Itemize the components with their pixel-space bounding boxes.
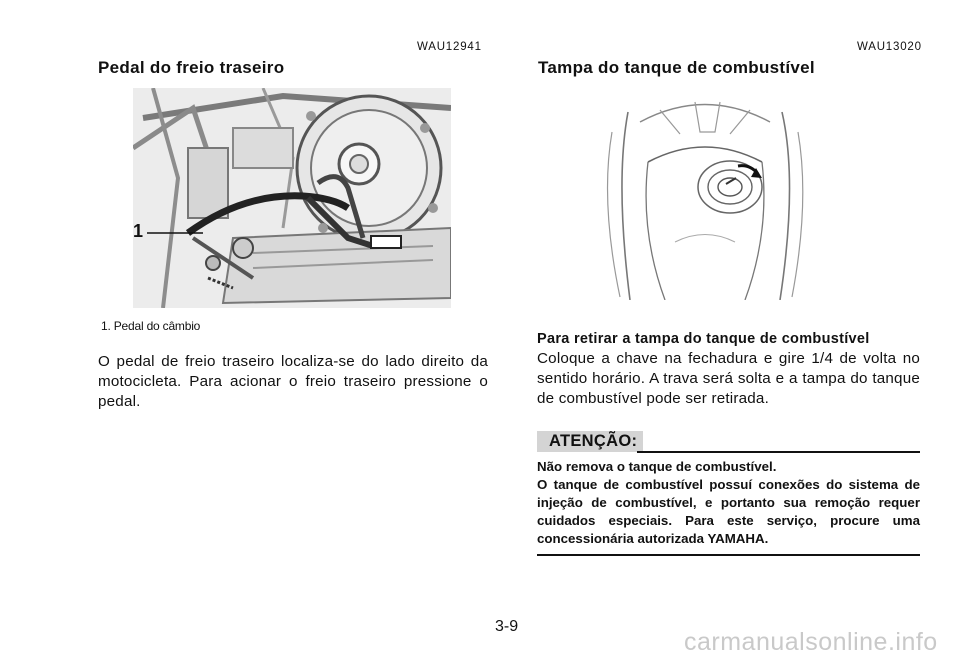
warning-top-rule: [637, 451, 920, 453]
fuel-cap-subheading: Para retirar a tampa do tanque de combustível: [537, 331, 870, 347]
section-code-right: WAU13020: [857, 41, 922, 53]
warning-label: ATENÇÃO:: [537, 431, 643, 452]
brake-pedal-figure: [133, 88, 451, 308]
section-code-left: WAU12941: [417, 41, 482, 53]
fuel-tank-figure: [600, 92, 810, 300]
fuel-cap-instructions: Coloque a chave na fechadura e gire 1/4 de volta no sentido horário. A trava será solta e a tampa do tanque de combustível pode ser retirada.: [537, 350, 920, 407]
warning-body: O tanque de combustível possuí conexões do sistema de injeção de combustível, e portanto sua remoção requer cuidados especiais. Para este serviço, procure uma concessionária autorizada YAMAHA.: [537, 477, 920, 546]
brake-pedal-description: O pedal de freio traseiro localiza-se do lado direito da motocicleta. Para acionar o freio traseiro pressione o pedal.: [98, 353, 488, 410]
page-number: 3-9: [495, 618, 519, 635]
section-title-brake-pedal: Pedal do freio traseiro: [98, 58, 285, 77]
engine-pedal-illustration: [133, 88, 451, 308]
warning-bottom-rule: [537, 554, 920, 556]
callout-number-1: 1: [133, 221, 144, 241]
watermark: carmanualsonline.info: [684, 628, 938, 656]
warning-first-line: Não remova o tanque de combustível.: [537, 459, 777, 474]
figure-caption: 1. Pedal do câmbio: [101, 319, 201, 333]
fuel-tank-illustration: [600, 92, 810, 300]
section-title-fuel-cap: Tampa do tanque de combustível: [538, 58, 815, 77]
